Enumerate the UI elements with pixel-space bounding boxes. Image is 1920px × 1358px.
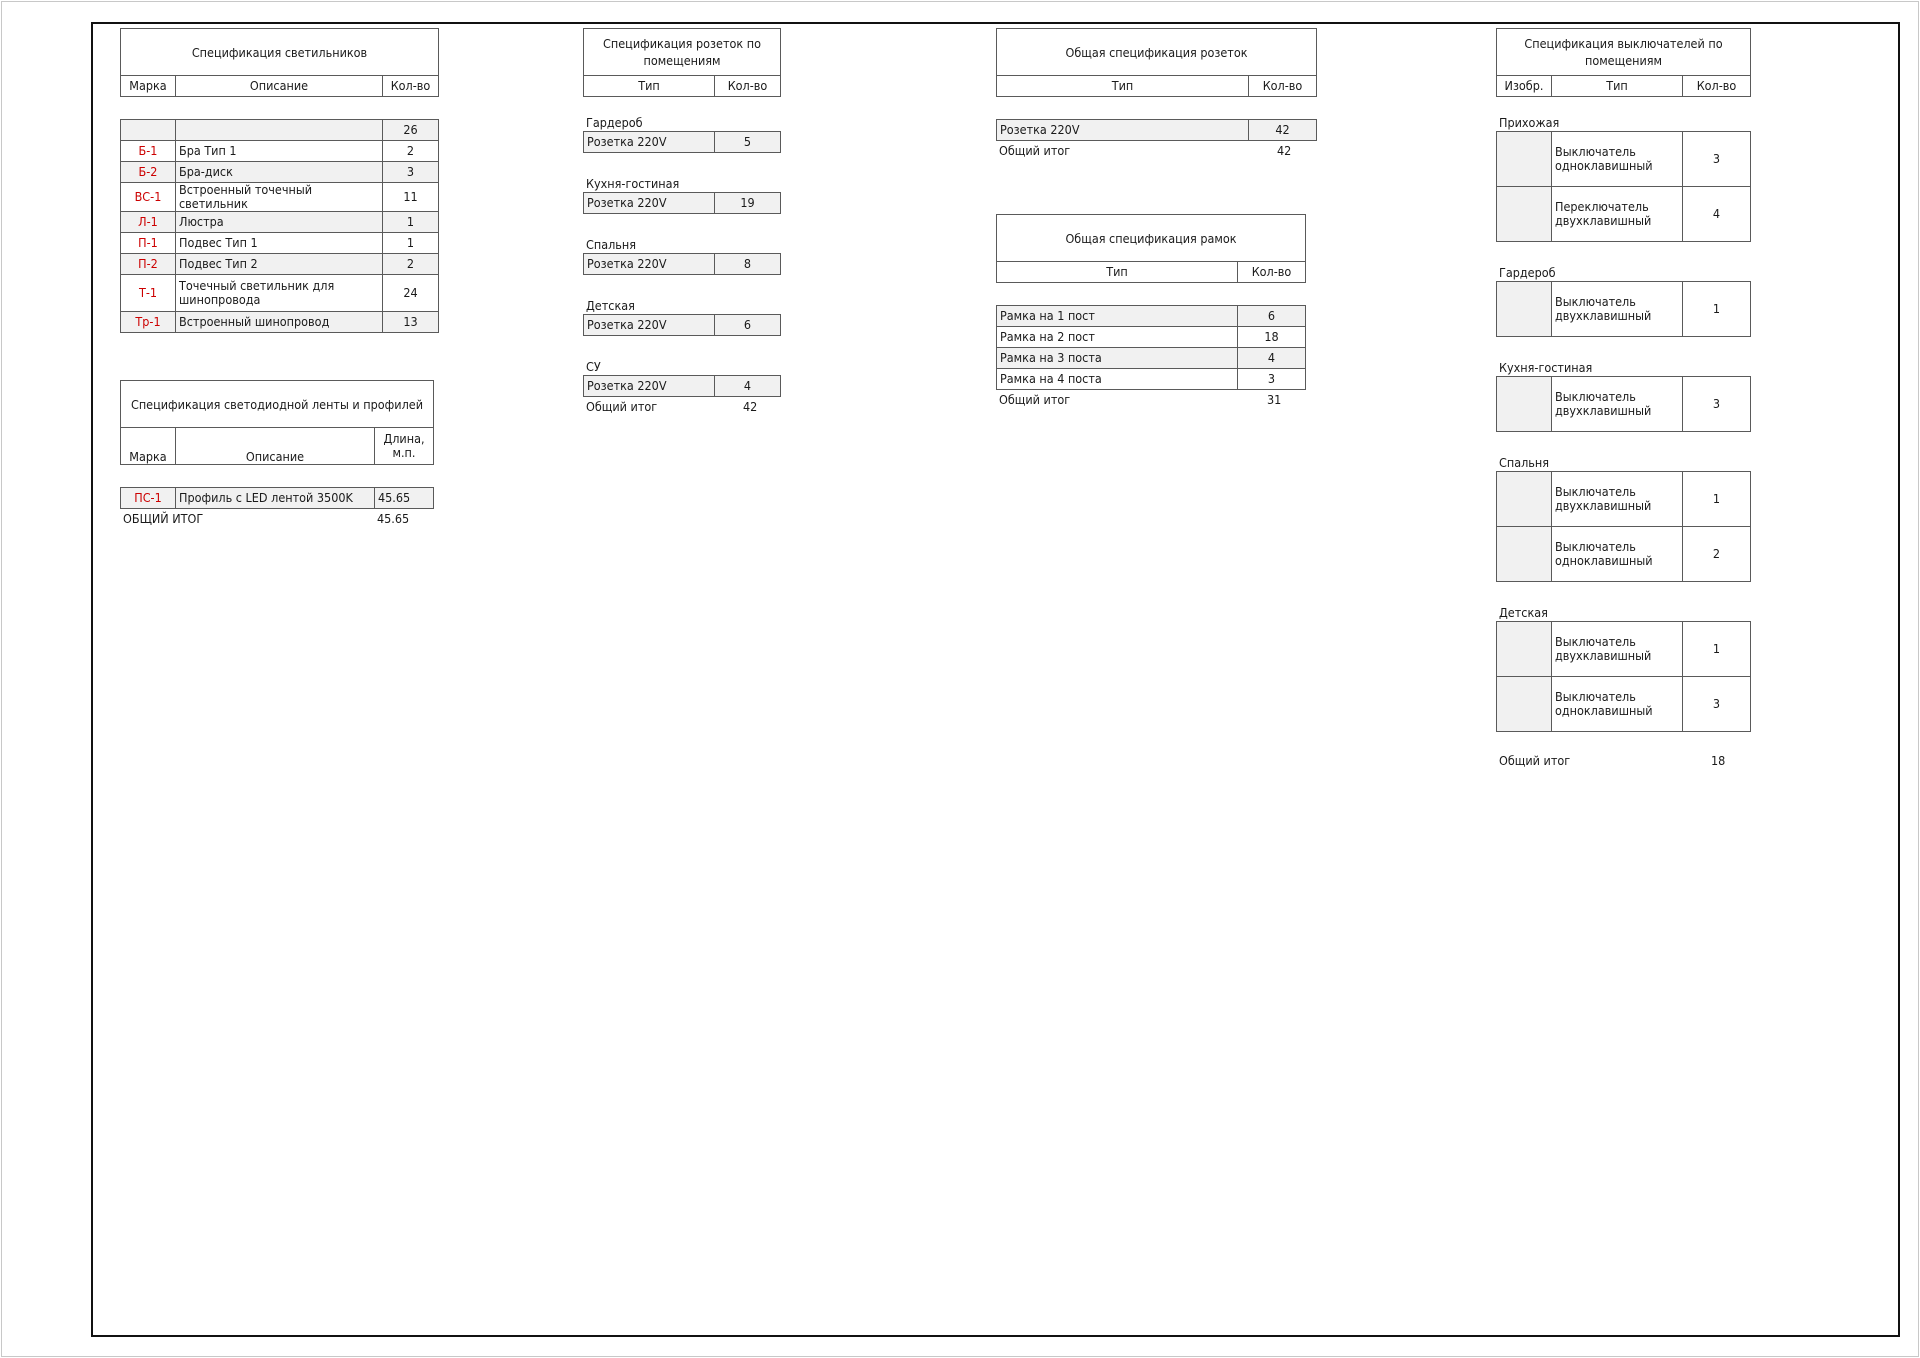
col-header-mark: Марка	[121, 428, 176, 465]
mark-cell: П-2	[121, 254, 176, 275]
room-sockets-table	[583, 375, 781, 397]
table-row	[997, 327, 1306, 348]
total-value: 42	[1277, 143, 1292, 158]
table-row	[121, 233, 439, 254]
room-label: Спальня	[1499, 455, 1550, 470]
description-cell: Подвес Тип 2	[176, 254, 383, 275]
table-row	[121, 162, 439, 183]
image-cell	[1497, 132, 1552, 187]
col-header-description: Описание	[176, 428, 375, 465]
table-row	[121, 275, 439, 312]
col-header-image: Изобр.	[1497, 76, 1552, 97]
type-cell: Рамка на 1 пост	[997, 306, 1238, 327]
frames-table	[996, 305, 1306, 390]
table-row	[121, 141, 439, 162]
room-label: Прихожая	[1499, 115, 1560, 130]
room-sockets-table	[583, 314, 781, 336]
sockets-total-title: Общая спецификация розеток	[997, 29, 1317, 76]
frames-total-row	[996, 390, 1305, 410]
qty-cell: 3	[1683, 132, 1751, 187]
type-cell: Розетка 220V	[584, 193, 715, 214]
col-header-qty: Кол-во	[1238, 262, 1306, 283]
type-cell: Выключатель двухклавишный	[1552, 377, 1683, 432]
col-header-qty: Кол-во	[383, 76, 439, 97]
qty-cell: 4	[715, 376, 781, 397]
qty-cell: 1	[1683, 282, 1751, 337]
sockets-total-header	[996, 28, 1317, 97]
room-label: СУ	[586, 359, 601, 374]
table-row	[1497, 472, 1751, 527]
qty-cell: 42	[1249, 120, 1317, 141]
type-cell: Переключатель двухклавишный	[1552, 187, 1683, 242]
mark-cell: ВС-1	[121, 183, 176, 212]
table-row	[997, 369, 1306, 390]
mark-cell: Т-1	[121, 275, 176, 312]
qty-cell: 6	[715, 315, 781, 336]
room-switches-table	[1496, 281, 1751, 337]
sockets-total-total-row	[996, 141, 1316, 161]
col-header-description: Описание	[176, 76, 383, 97]
table-row	[1497, 187, 1751, 242]
table-row	[121, 212, 439, 233]
room-sockets-table	[583, 131, 781, 153]
table-row	[1497, 377, 1751, 432]
type-cell: Рамка на 4 поста	[997, 369, 1238, 390]
total-value: 31	[1267, 392, 1282, 407]
qty-cell: 8	[715, 254, 781, 275]
image-cell	[1497, 472, 1552, 527]
type-cell: Выключатель одноклавишный	[1552, 677, 1683, 732]
frames-title: Общая спецификация рамок	[997, 215, 1306, 262]
type-cell: Розетка 220V	[584, 254, 715, 275]
image-cell	[1497, 187, 1552, 242]
qty-cell: 3	[1683, 677, 1751, 732]
table-row	[121, 312, 439, 333]
switches-block	[1496, 28, 1750, 771]
sockets-rooms-title: Спецификация розеток по помещениям	[584, 29, 781, 76]
type-cell: Выключатель двухклавишный	[1552, 282, 1683, 337]
description-cell: Люстра	[176, 212, 383, 233]
mark-cell: Б-1	[121, 141, 176, 162]
description-cell: Подвес Тип 1	[176, 233, 383, 254]
col-header-mark: Марка	[121, 76, 176, 97]
table-row	[997, 120, 1317, 141]
mark-cell: Б-2	[121, 162, 176, 183]
table-row	[121, 488, 434, 509]
total-label: Общий итог	[1499, 753, 1571, 768]
frames-header	[996, 214, 1306, 283]
qty-cell: 1	[383, 212, 439, 233]
qty-cell: 11	[383, 183, 439, 212]
table-row	[997, 306, 1306, 327]
sockets-rooms-header	[583, 28, 781, 97]
room-sockets-table	[583, 192, 781, 214]
lights-total-count: 26	[383, 120, 439, 141]
room-label: Кухня-гостиная	[586, 176, 680, 191]
room-switches-table	[1496, 131, 1751, 242]
description-cell: Бра-диск	[176, 162, 383, 183]
table-row	[584, 254, 781, 275]
col-header-type: Тип	[997, 76, 1249, 97]
lights-spec-title: Спецификация светильников	[121, 29, 439, 76]
table-row	[1497, 282, 1751, 337]
qty-cell: 1	[1683, 622, 1751, 677]
room-switches-table	[1496, 376, 1751, 432]
type-cell: Розетка 220V	[997, 120, 1249, 141]
qty-cell: 2	[383, 141, 439, 162]
switches-total-row	[1496, 751, 1750, 771]
description-cell: Профиль с LED лентой 3500K	[176, 488, 375, 509]
room-label: Детская	[1499, 605, 1548, 620]
room-label: Гардероб	[1499, 265, 1556, 280]
description-cell: Встроенный шинопровод	[176, 312, 383, 333]
qty-cell: 19	[715, 193, 781, 214]
room-switches-table	[1496, 471, 1751, 582]
mark-cell: Тр-1	[121, 312, 176, 333]
col-header-length: Длина, м.п.	[375, 428, 434, 465]
total-value: 45.65	[377, 511, 410, 526]
qty-cell: 3	[383, 162, 439, 183]
image-cell	[1497, 677, 1552, 732]
table-row	[121, 254, 439, 275]
room-label: Спальня	[586, 237, 637, 252]
lights-spec-block	[120, 28, 438, 333]
qty-cell: 2	[1683, 527, 1751, 582]
switches-header	[1496, 28, 1751, 97]
led-spec-header	[120, 380, 434, 465]
table-row	[1497, 527, 1751, 582]
qty-cell: 1	[383, 233, 439, 254]
table-row	[121, 183, 439, 212]
table-cell	[121, 120, 176, 141]
table-row	[1497, 677, 1751, 732]
col-header-type: Тип	[584, 76, 715, 97]
qty-cell: 3	[1238, 369, 1306, 390]
room-switches-table	[1496, 621, 1751, 732]
table-row	[584, 376, 781, 397]
total-label: Общий итог	[586, 399, 658, 414]
sockets-rooms-block	[583, 28, 780, 417]
qty-cell: 1	[1683, 472, 1751, 527]
led-spec-block	[120, 380, 433, 529]
table-row-total	[121, 120, 439, 141]
room-label: Детская	[586, 298, 635, 313]
table-row	[1497, 132, 1751, 187]
image-cell	[1497, 527, 1552, 582]
description-cell: Точечный светильник для шинопровода	[176, 275, 383, 312]
description-cell: Встроенный точечный светильник	[176, 183, 383, 212]
switches-title: Спецификация выключателей по помещениям	[1497, 29, 1751, 76]
description-cell: Бра Тип 1	[176, 141, 383, 162]
table-row	[997, 348, 1306, 369]
type-cell: Выключатель двухклавишный	[1552, 622, 1683, 677]
table-row	[584, 132, 781, 153]
total-value: 18	[1711, 753, 1726, 768]
qty-cell: 13	[383, 312, 439, 333]
lights-spec-header	[120, 28, 439, 97]
table-row	[584, 193, 781, 214]
sockets-total-block	[996, 28, 1316, 161]
total-label: Общий итог	[999, 392, 1071, 407]
type-cell: Рамка на 2 пост	[997, 327, 1238, 348]
col-header-qty: Кол-во	[715, 76, 781, 97]
mark-cell: П-1	[121, 233, 176, 254]
qty-cell: 4	[1238, 348, 1306, 369]
table-row	[584, 315, 781, 336]
qty-cell: 24	[383, 275, 439, 312]
table-row	[1497, 622, 1751, 677]
qty-cell: 3	[1683, 377, 1751, 432]
room-label: Гардероб	[586, 115, 643, 130]
col-header-qty: Кол-во	[1683, 76, 1751, 97]
qty-cell: 6	[1238, 306, 1306, 327]
type-cell: Выключатель одноклавишный	[1552, 527, 1683, 582]
qty-cell: 5	[715, 132, 781, 153]
sockets-total-table	[996, 119, 1317, 141]
table-cell	[176, 120, 383, 141]
type-cell: Розетка 220V	[584, 132, 715, 153]
total-label: ОБЩИЙ ИТОГ	[123, 511, 204, 526]
total-value: 42	[743, 399, 758, 414]
type-cell: Выключатель одноклавишный	[1552, 132, 1683, 187]
qty-cell: 18	[1238, 327, 1306, 348]
col-header-type: Тип	[997, 262, 1238, 283]
col-header-qty: Кол-во	[1249, 76, 1317, 97]
led-spec-table	[120, 487, 434, 509]
image-cell	[1497, 282, 1552, 337]
qty-cell: 2	[383, 254, 439, 275]
type-cell: Розетка 220V	[584, 315, 715, 336]
length-cell: 45.65	[375, 488, 434, 509]
room-label: Кухня-гостиная	[1499, 360, 1593, 375]
type-cell: Выключатель двухклавишный	[1552, 472, 1683, 527]
sockets-rooms-total-row	[583, 397, 780, 417]
room-sockets-table	[583, 253, 781, 275]
image-cell	[1497, 622, 1552, 677]
image-cell	[1497, 377, 1552, 432]
lights-spec-table	[120, 119, 439, 333]
led-spec-title: Спецификация светодиодной ленты и профилей	[121, 381, 434, 428]
type-cell: Рамка на 3 поста	[997, 348, 1238, 369]
qty-cell: 4	[1683, 187, 1751, 242]
mark-cell: ПС-1	[121, 488, 176, 509]
mark-cell: Л-1	[121, 212, 176, 233]
frames-block	[996, 214, 1305, 410]
type-cell: Розетка 220V	[584, 376, 715, 397]
led-total-row	[120, 509, 433, 529]
total-label: Общий итог	[999, 143, 1071, 158]
col-header-type: Тип	[1552, 76, 1683, 97]
